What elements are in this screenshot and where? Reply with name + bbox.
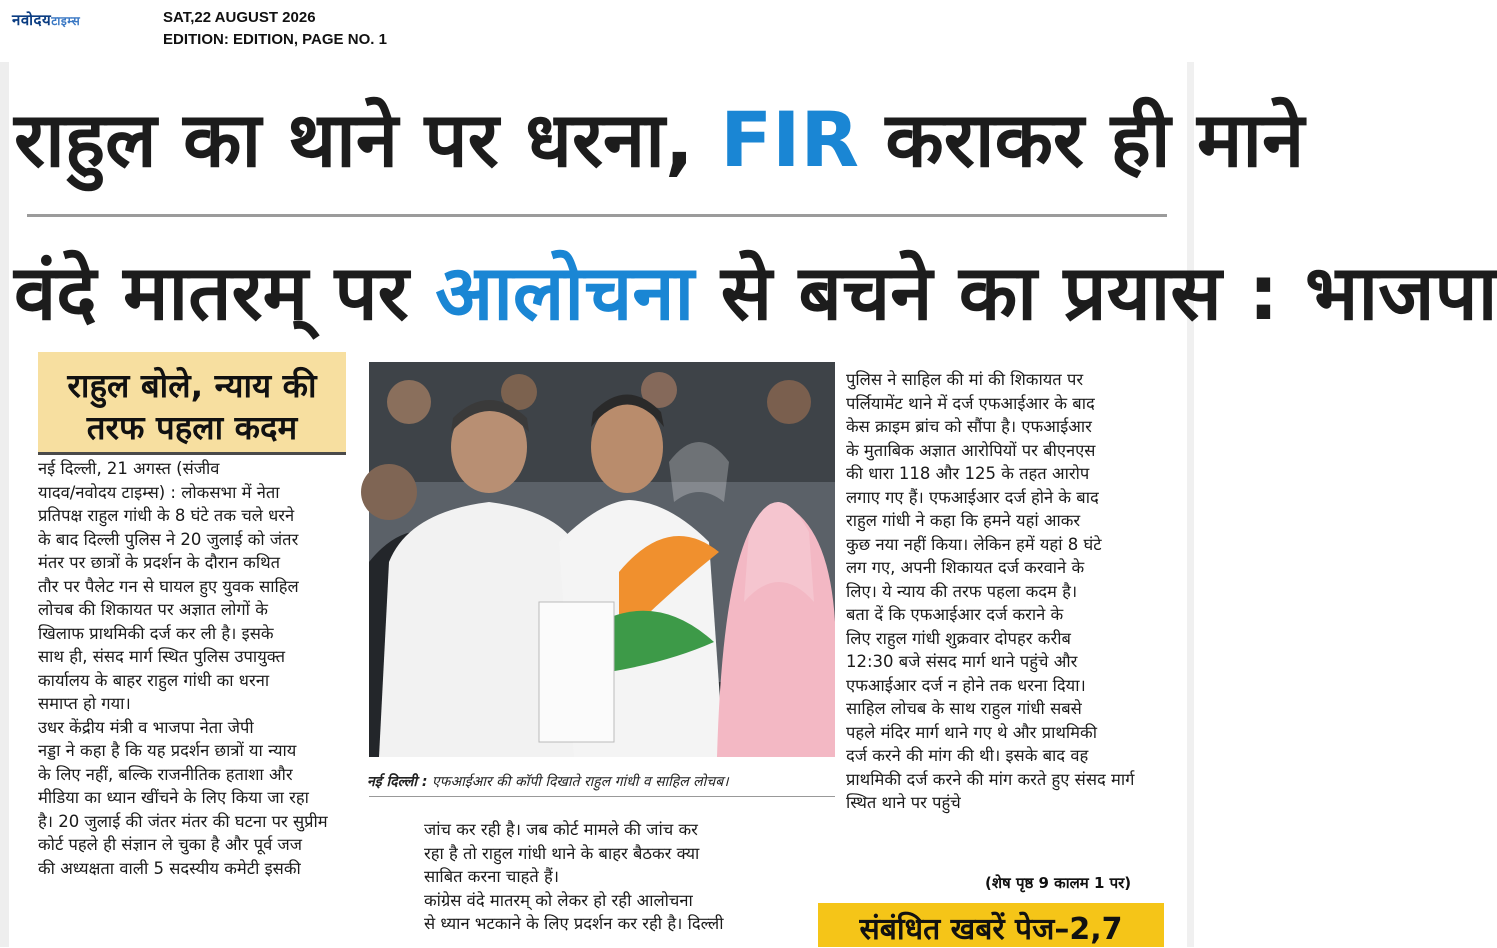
article-line: कांग्रेस वंदे मातरम् को लेकर हो रही आलोचना: [424, 890, 693, 910]
article-line: मंतर पर छात्रों के प्रदर्शन के दौरान कथित: [38, 553, 281, 572]
headline-part: वंदे मातरम् पर: [14, 248, 436, 337]
article-line: पहले मंदिर मार्ग थाने गए थे और प्राथमिकी: [846, 722, 1097, 742]
article-line: पर्लियामेंट थाने में दर्ज एफआईआर के बाद: [846, 393, 1095, 413]
headline-part: से बचने का प्रयास : भाजपा: [694, 248, 1497, 337]
article-line: कार्यालय के बाहर राहुल गांधी का धरना: [38, 670, 270, 690]
article-line: एफआईआर दर्ज न होने तक धरना दिया।: [846, 675, 1086, 695]
article-line: की धारा 118 और 125 के तहत आरोप: [846, 464, 1090, 483]
article-line: खिलाफ प्राथमिकी दर्ज कर ली है। इसके: [38, 623, 274, 643]
subheadline-line: राहुल बोले, न्याय की: [67, 366, 317, 405]
headline-highlight: आलोचना: [435, 248, 695, 337]
logo-sub: टाइम्स: [51, 14, 81, 28]
article-line: साथ ही, संसद मार्ग स्थित पुलिस उपायुक्त: [38, 647, 286, 666]
article-line: लिए। ये न्याय की तरफ पहला कदम है।: [846, 581, 1078, 601]
headline-part: कराकर ही माने: [858, 95, 1305, 184]
article-line: नड्डा ने कहा है कि यह प्रदर्शन छात्रों या न्याय: [38, 741, 297, 760]
photo-caption: [367, 772, 837, 791]
article-line: जांच कर रही है। जब कोर्ट मामले की जांच कर: [424, 820, 698, 839]
article-line: मीडिया का ध्यान खींचने के लिए किया जा रहा: [38, 788, 309, 807]
article-line: तौर पर पैलेट गन से घायल हुए युवक साहिल: [38, 576, 299, 596]
logo-main: नवोदय: [12, 11, 52, 29]
article-line: पुलिस ने साहिल की मां की शिकायत पर: [846, 370, 1084, 389]
article-line: समाप्त हो गया।: [38, 694, 131, 713]
caption-text: एफआईआर की कॉपी दिखाते राहुल गांधी व साहिल लोचब।: [427, 774, 729, 790]
page-left-margin: [0, 62, 9, 947]
second-headline: [14, 238, 1497, 348]
edition-date: SAT,22 AUGUST 2026: [163, 9, 316, 26]
article-line: प्रतिपक्ष राहुल गांधी के 8 घंटे तक चले धरने: [38, 506, 295, 525]
article-line: यादव/नवोदय टाइम्स) : लोकसभा में नेता: [38, 482, 280, 502]
article-line: लग गए, अपनी शिकायत दर्ज करवाने के: [846, 558, 1085, 577]
article-line: कोर्ट पहले ही संज्ञान ले चुका है और पूर्व जज: [38, 835, 303, 854]
caption-divider: [369, 796, 835, 797]
headline-part: राहुल का थाने पर धरना,: [14, 95, 721, 184]
article-line: बता दें कि एफआईआर दर्ज कराने के: [846, 605, 1064, 624]
article-line: राहुल गांधी ने कहा कि हमने यहां आकर: [846, 511, 1081, 530]
newspaper-logo[interactable]: [12, 10, 80, 30]
article-line: स्थित थाने पर पहुंचे: [846, 793, 961, 812]
article-line: प्राथमिकी दर्ज करने की मांग करते हुए संसद मार्ग: [846, 769, 1135, 789]
page-right-margin: [1187, 62, 1194, 947]
article-line: उधर केंद्रीय मंत्री व भाजपा नेता जेपी: [38, 717, 254, 737]
article-line: की अध्यक्षता वाली 5 सदस्यीय कमेटी इसकी: [38, 858, 301, 878]
caption-place: नई दिल्ली :: [367, 774, 428, 790]
article-line: 12:30 बजे संसद मार्ग थाने पहुंचे और: [846, 652, 1078, 671]
article-line: लगाए गए हैं। एफआईआर दर्ज होने के बाद: [846, 487, 1099, 507]
article-line: नई दिल्ली, 21 अगस्त (संजीव: [38, 459, 220, 478]
article-line: कुछ नया नहीं किया। लेकिन हमें यहां 8 घंटे: [846, 534, 1102, 554]
article-line: साहिल लोचब के साथ राहुल गांधी सबसे: [846, 699, 1082, 718]
headline-divider: [27, 214, 1167, 217]
article-line: दर्ज करने की मांग की थी। इसके बाद वह: [846, 746, 1089, 765]
news-photo[interactable]: [369, 362, 835, 757]
subheadline-box: [38, 352, 346, 455]
article-column-3: [846, 368, 1168, 815]
article-line: से ध्यान भटकाने के लिए प्रदर्शन कर रही है। दिल्ली: [424, 914, 724, 933]
related-news-box[interactable]: [818, 903, 1164, 947]
headline-highlight: FIR: [720, 95, 859, 184]
article-column-1: [38, 457, 398, 880]
article-line: साबित करना चाहते हैं।: [424, 867, 560, 886]
subheadline-line: तरफ पहला कदम: [86, 408, 298, 447]
article-line: रहा है तो राहुल गांधी थाने के बाहर बैठकर क्या: [424, 843, 700, 863]
article-line: के मुताबिक अज्ञात आरोपियों पर बीएनएस: [846, 440, 1096, 460]
article-line: के लिए नहीं, बल्कि राजनीतिक हताशा और: [38, 764, 293, 784]
article-line: केस क्राइम ब्रांच को सौंपा है। एफआईआर: [846, 417, 1092, 436]
article-line: है। 20 जुलाई की जंतर मंतर की घटना पर सुप्रीम: [38, 811, 328, 831]
article-line: लोचब की शिकायत पर अज्ञात लोगों के: [38, 600, 268, 619]
main-headline: [14, 90, 1305, 190]
epaper-header: [0, 0, 1194, 60]
related-news-label: संबंधित खबरें पेज–2,7: [859, 912, 1123, 947]
continued-note: (शेष पृष्ठ 9 कालम 1 पर): [985, 874, 1132, 892]
article-column-2: [424, 818, 782, 936]
edition-page-info: EDITION: EDITION, PAGE NO. 1: [163, 31, 387, 48]
article-line: लिए राहुल गांधी शुक्रवार दोपहर करीब: [846, 628, 1071, 648]
article-line: के बाद दिल्ली पुलिस ने 20 जुलाई को जंतर: [38, 529, 299, 549]
